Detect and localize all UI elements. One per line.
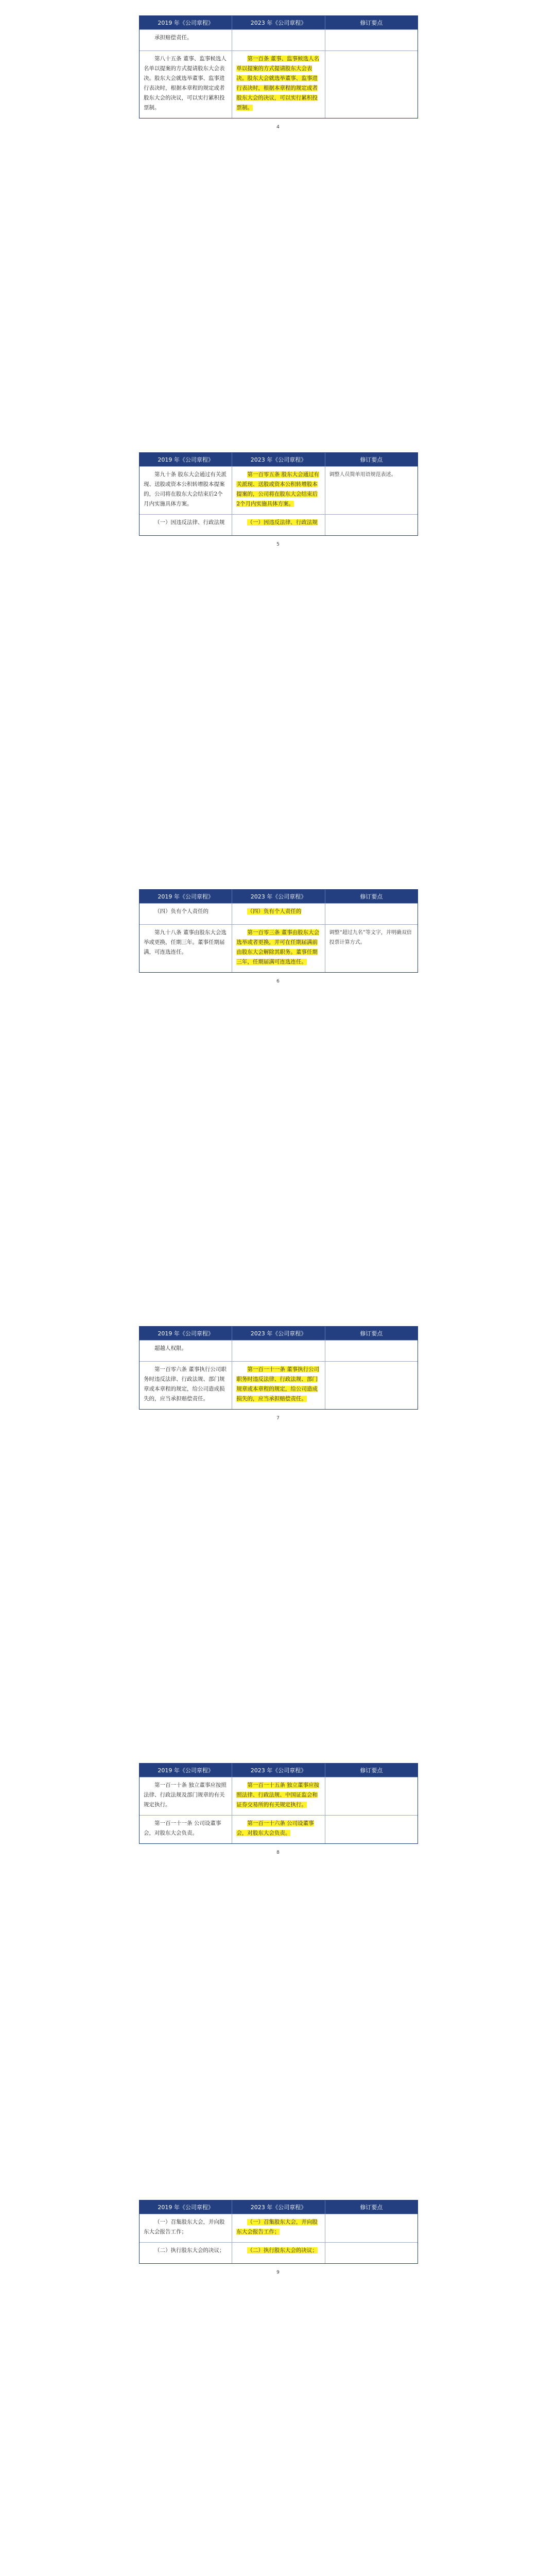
page-number: 6 bbox=[276, 979, 280, 984]
old-text-cell: 第一百一十条 独立董事应按照法律、行政法规及部门规章的有关规定执行。 bbox=[140, 1777, 232, 1815]
new-text-cell: 第一百条 董事、监事候选人名单以提案的方式提请股东大会表决。股东大会就选举董事、监事进行表决时，根据本章程的规定或者股东大会的决议，可以实行累积投票制。 bbox=[232, 51, 325, 118]
page-number: 7 bbox=[276, 1416, 280, 1421]
new-text-cell: 第一百零三条 董事由股东大会选举或者更换，并可在任期届满前由股东大会解除其职务。董事任期三年，任期届满可连选连任。 bbox=[232, 925, 325, 972]
old-text-cell: 承担赔偿责任。 bbox=[140, 30, 232, 50]
old-text-cell: 第一百零六条 董事执行公司职务时违反法律、行政法规、部门规章或本章程的规定，给公司造成损失的，应当承担赔偿责任。 bbox=[140, 1362, 232, 1409]
header-col2: 2023 年《公司章程》 bbox=[232, 1764, 325, 1777]
old-text-cell: （一）因违反法律、行政法规 bbox=[140, 515, 232, 535]
table-row bbox=[140, 1340, 418, 1361]
table-row bbox=[140, 1777, 418, 1815]
revision-note-cell bbox=[325, 30, 418, 50]
header-col2: 2023 年《公司章程》 bbox=[232, 2200, 325, 2214]
header-col1: 2019 年《公司章程》 bbox=[140, 2200, 232, 2214]
comparison-table bbox=[139, 1326, 418, 1410]
table-header bbox=[140, 2200, 418, 2214]
revision-note-cell: 调整“超过九名”等文字，并明确双倍投票计算方式。 bbox=[329, 930, 412, 945]
table-header bbox=[140, 890, 418, 903]
new-text-cell: 第一百一十六条 公司设董事会，对股东大会负责。 bbox=[232, 1816, 325, 1843]
revision-note-cell bbox=[325, 1777, 418, 1815]
table-row bbox=[140, 2242, 418, 2263]
header-col2: 2023 年《公司章程》 bbox=[232, 890, 325, 903]
table-row bbox=[140, 903, 418, 924]
table-header bbox=[140, 453, 418, 466]
table-row bbox=[140, 466, 418, 514]
comparison-table bbox=[139, 452, 418, 536]
old-text-cell: 第九十八条 董事由股东大会选举或更换，任期三年。董事任期届满，可连选连任。 bbox=[140, 925, 232, 972]
table-row bbox=[140, 1361, 418, 1409]
revision-note-cell bbox=[325, 51, 418, 118]
page-number: 8 bbox=[276, 1850, 280, 1855]
comparison-table bbox=[139, 2200, 418, 2264]
new-text-cell: 第一百一十五条 独立董事应按照法律、行政法规、中国证监会和证券交易所的有关规定执行。 bbox=[232, 1777, 325, 1815]
revision-note-cell bbox=[325, 1341, 418, 1361]
header-col3: 修订要点 bbox=[360, 893, 383, 900]
old-text-cell: 第一百一十一条 公司设董事会，对股东大会负责。 bbox=[140, 1816, 232, 1843]
old-text-cell: 第九十条 股东大会通过有关派现、送股或资本公积转增股本提案的，公司将在股东大会结束后2个月内实施具体方案。 bbox=[140, 467, 232, 514]
new-text-cell: 第一百一十一条 董事执行公司职务时违反法律、行政法规、部门规章或本章程的规定，给公司造成损失的，应当承担赔偿责任。 bbox=[232, 1362, 325, 1409]
revision-note-cell bbox=[325, 2214, 418, 2242]
new-text-cell: （四）负有个人责任的 bbox=[232, 904, 325, 924]
table-header bbox=[140, 1764, 418, 1777]
new-text-cell: （二）执行股东大会的决议； bbox=[232, 2243, 325, 2263]
header-col1: 2019 年《公司章程》 bbox=[140, 1327, 232, 1340]
revision-note-cell bbox=[325, 1816, 418, 1843]
table-row bbox=[140, 924, 418, 972]
comparison-table bbox=[139, 15, 418, 118]
header-col3: 修订要点 bbox=[360, 20, 383, 26]
header-col3: 修订要点 bbox=[360, 1767, 383, 1774]
table-row bbox=[140, 1815, 418, 1843]
new-text-cell: 第一百零五条 股东大会通过有关派现、送股或资本公积转增股本提案的，公司将在股东大会结束后2个月内实施具体方案。 bbox=[232, 467, 325, 514]
header-col1: 2019 年《公司章程》 bbox=[140, 16, 232, 29]
revision-note-cell: 调整人员简单用语规范表述。 bbox=[329, 472, 396, 478]
revision-note-cell bbox=[325, 2243, 418, 2263]
header-col2: 2023 年《公司章程》 bbox=[232, 16, 325, 29]
header-col3: 修订要点 bbox=[360, 1330, 383, 1337]
header-col2: 2023 年《公司章程》 bbox=[232, 453, 325, 466]
old-text-cell: （一）召集股东大会，并向股东大会报告工作； bbox=[140, 2214, 232, 2242]
table-header bbox=[140, 16, 418, 29]
old-text-cell: （二）执行股东大会的决议； bbox=[140, 2243, 232, 2263]
comparison-table bbox=[139, 1763, 418, 1844]
header-col3: 修订要点 bbox=[360, 2204, 383, 2211]
table-row bbox=[140, 2214, 418, 2242]
new-text-cell bbox=[232, 30, 325, 50]
new-text-cell: （一）因违反法律、行政法规 bbox=[232, 515, 325, 535]
header-col1: 2019 年《公司章程》 bbox=[140, 1764, 232, 1777]
header-col1: 2019 年《公司章程》 bbox=[140, 453, 232, 466]
new-text-cell bbox=[232, 1341, 325, 1361]
table-row bbox=[140, 514, 418, 535]
new-text-cell: （一）召集股东大会，并向股东大会报告工作； bbox=[232, 2214, 325, 2242]
old-text-cell: （四）负有个人责任的 bbox=[140, 904, 232, 924]
page-number: 4 bbox=[276, 125, 280, 130]
old-text-cell: 第八十五条 董事、监事候选人名单以提案的方式提请股东大会表决。股东大会就选举董事、监事进行表决时，根据本章程的规定或者股东大会的决议，可以实行累积投票制。 bbox=[140, 51, 232, 118]
table-row bbox=[140, 50, 418, 118]
revision-note-cell bbox=[325, 1362, 418, 1409]
comparison-table bbox=[139, 889, 418, 973]
table-header bbox=[140, 1327, 418, 1340]
page-number: 5 bbox=[276, 542, 280, 547]
header-col3: 修订要点 bbox=[360, 456, 383, 463]
page-number: 9 bbox=[276, 2270, 280, 2275]
header-col2: 2023 年《公司章程》 bbox=[232, 1327, 325, 1340]
header-col1: 2019 年《公司章程》 bbox=[140, 890, 232, 903]
revision-note-cell bbox=[325, 904, 418, 924]
old-text-cell: 超越人权限。 bbox=[140, 1341, 232, 1361]
table-row bbox=[140, 29, 418, 50]
revision-note-cell bbox=[325, 515, 418, 535]
